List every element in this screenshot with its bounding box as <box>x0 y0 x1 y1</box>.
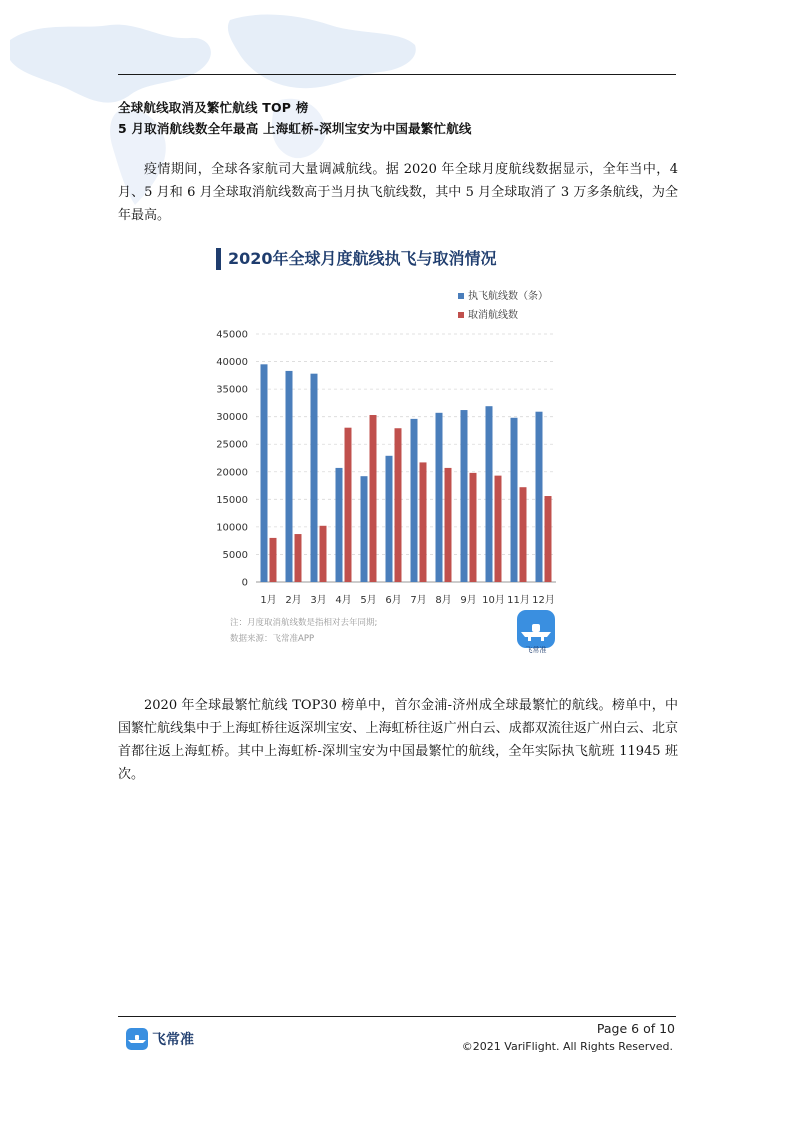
top-rule <box>118 74 676 75</box>
x-tick-label: 5月 <box>360 595 377 606</box>
legend-swatch-cancelled <box>458 312 464 318</box>
legend-item-cancelled <box>458 306 518 321</box>
footer-rule <box>118 1016 676 1017</box>
x-tick-label: 1月 <box>260 595 277 606</box>
y-tick-label: 35000 <box>216 384 248 396</box>
y-tick-label: 25000 <box>216 439 248 451</box>
y-tick-label: 45000 <box>216 329 248 341</box>
bar-cancelled <box>470 473 477 582</box>
x-tick-label: 7月 <box>410 595 427 606</box>
bar-cancelled <box>520 487 527 582</box>
x-tick-label: 12月 <box>532 595 555 606</box>
bar-flown <box>361 476 368 582</box>
bar-flown <box>536 412 543 582</box>
bar-flown <box>486 406 493 582</box>
intro-paragraph: 疫情期间，全球各家航司大量调减航线。据 2020 年全球月度航线数据显示，全年当中，4 月、5 月和 6 月全球取消航线数高于当月执飞航线数，其中 5 月全球取消了 3 万多条航线，为全年最高。 <box>118 162 678 223</box>
y-tick-label: 30000 <box>216 412 248 424</box>
top30-paragraph: 2020 年全球最繁忙航线 TOP30 榜单中，首尔金浦-济州成全球最繁忙的航线。榜单中，中国繁忙航线集中于上海虹桥往返深圳宝安、上海虹桥往返广州白云、成都双流往返广州白云、北京首都往返上海虹桥。其中上海虹桥-深圳宝安为中国最繁忙的航线，全年实际执飞航班 11945 班次。 <box>118 698 678 782</box>
footer-brand: 飞常准 <box>152 1032 194 1048</box>
bar-cancelled <box>395 428 402 582</box>
copyright: ©2021 VariFlight. All Rights Reserved. <box>461 1040 673 1053</box>
bar-flown <box>411 419 418 582</box>
legend-label-flown: 执飞航线数（条） <box>468 291 548 302</box>
x-tick-label: 11月 <box>507 595 530 606</box>
bar-cancelled <box>270 538 277 582</box>
x-tick-label: 2月 <box>285 595 302 606</box>
section-subheading: 5 月取消航线数全年最高 上海虹桥-深圳宝安为中国最繁忙航线 <box>118 121 472 136</box>
y-tick-label: 40000 <box>216 357 248 369</box>
variflight-logo-icon <box>517 610 555 648</box>
bar-flown <box>511 418 518 582</box>
page-number: Page 6 of 10 <box>596 1021 675 1036</box>
bar-cancelled <box>495 476 502 582</box>
variflight-footer-logo-icon <box>126 1028 148 1050</box>
x-tick-label: 9月 <box>460 595 477 606</box>
bar-cancelled <box>545 496 552 582</box>
bar-chart <box>200 320 570 610</box>
chart-title-marker <box>216 248 221 270</box>
bar-flown <box>261 364 268 582</box>
bar-flown <box>461 410 468 582</box>
bar-cancelled <box>370 415 377 582</box>
chart-logo-label: 飞常准 <box>525 646 547 654</box>
bar-cancelled <box>295 534 302 582</box>
bar-cancelled <box>420 462 427 582</box>
bar-cancelled <box>445 468 452 582</box>
chart-source: 数据来源：飞常准APP <box>230 634 315 644</box>
y-tick-label: 15000 <box>216 494 248 506</box>
legend-item-flown <box>458 287 548 302</box>
bar-cancelled <box>345 428 352 582</box>
bar-flown <box>336 468 343 582</box>
x-tick-label: 4月 <box>335 595 352 606</box>
section-heading: 全球航线取消及繁忙航线 TOP 榜 <box>118 100 309 115</box>
y-tick-label: 10000 <box>216 522 248 534</box>
bar-flown <box>436 413 443 582</box>
y-tick-label: 20000 <box>216 467 248 479</box>
legend-swatch-flown <box>458 293 464 299</box>
x-tick-label: 8月 <box>435 595 452 606</box>
bar-flown <box>386 456 393 582</box>
chart-title: 2020年全球月度航线执飞与取消情况 <box>228 249 497 268</box>
x-tick-label: 10月 <box>482 595 505 606</box>
x-tick-label: 6月 <box>385 595 402 606</box>
legend-label-cancelled: 取消航线数 <box>468 310 518 321</box>
chart-note: 注：月度取消航线数是指相对去年同期; <box>230 618 378 628</box>
y-tick-label: 5000 <box>222 549 248 561</box>
y-tick-label: 0 <box>241 577 248 589</box>
bar-flown <box>311 374 318 582</box>
x-tick-label: 3月 <box>310 595 327 606</box>
bar-flown <box>286 371 293 582</box>
bar-cancelled <box>320 526 327 582</box>
